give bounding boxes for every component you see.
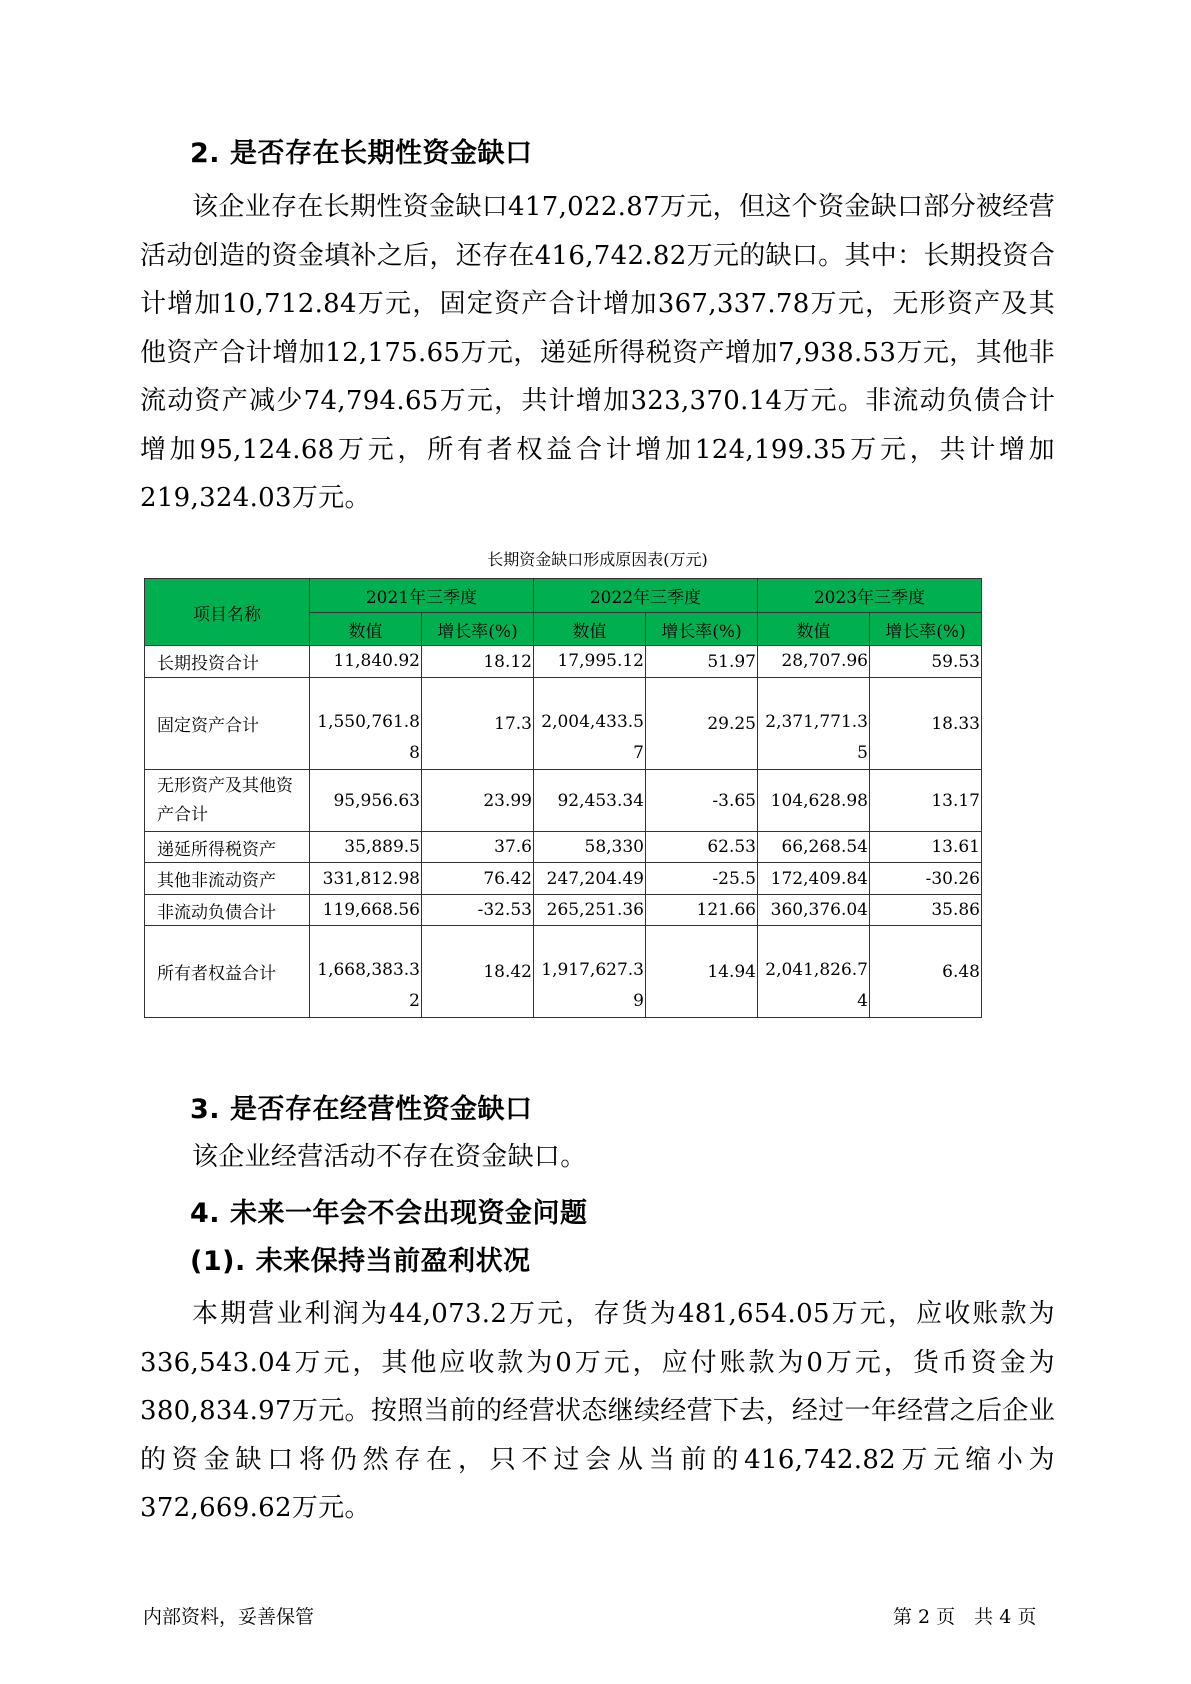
period-header-2022: 2022年三季度 <box>534 579 758 613</box>
item-name-header: 项目名称 <box>145 579 310 646</box>
value-header: 数值 <box>758 613 870 646</box>
cell-growth: 6.48 <box>870 926 982 1018</box>
cell-growth: 13.61 <box>870 832 982 863</box>
section-4-heading: 4. 未来一年会不会出现资金问题 <box>190 1198 588 1229</box>
cell-growth: 29.25 <box>646 678 758 770</box>
cell-value: 2,371,771.35 <box>758 678 870 770</box>
long-term-gap-table <box>144 578 982 1018</box>
period-header-2023: 2023年三季度 <box>758 579 982 613</box>
section-3-paragraph: 该企业经营活动不存在资金缺口。 <box>192 1142 587 1172</box>
footer-confidential-note: 内部资料，妥善保管 <box>143 1606 315 1628</box>
cell-growth: 59.53 <box>870 646 982 678</box>
cell-growth: 17.3 <box>422 678 534 770</box>
cell-growth: 14.94 <box>646 926 758 1018</box>
cell-growth: 23.99 <box>422 770 534 832</box>
section-2-heading: 2. 是否存在长期性资金缺口 <box>190 138 533 169</box>
cell-value: 92,453.34 <box>534 770 646 832</box>
cell-growth: 76.42 <box>422 863 534 895</box>
section-2-paragraph: 该企业存在长期性资金缺口417,022.87万元，但这个资金缺口部分被经营活动创造的资金填补之后，还存在416,742.82万元的缺口。其中：长期投资合计增加10,712.84万元，固定资产合计增加367,337.78万元，无形资产及其他资产合计增加12,175.65万元，递延所得税资产增加7,938.53万元，其他非流动资产减少74,794.65万元，共计增加323,370.14万元。非流动负债合计增加95,124.68万元，所有者权益合计增加124,199.35万元，共计增加219,324.03万元。 <box>140 192 1055 513</box>
cell-growth: 13.17 <box>870 770 982 832</box>
row-label: 非流动负债合计 <box>145 895 310 926</box>
cell-value: 28,707.96 <box>758 646 870 678</box>
row-label: 所有者权益合计 <box>145 926 310 1018</box>
cell-growth: -30.26 <box>870 863 982 895</box>
table-row <box>145 926 982 1018</box>
cell-value: 1,668,383.32 <box>310 926 422 1018</box>
row-label: 无形资产及其他资产合计 <box>145 770 310 832</box>
cell-value: 1,550,761.88 <box>310 678 422 770</box>
row-label: 固定资产合计 <box>145 678 310 770</box>
cell-growth: 35.86 <box>870 895 982 926</box>
cell-value: 11,840.92 <box>310 646 422 678</box>
cell-value: 66,268.54 <box>758 832 870 863</box>
growth-header: 增长率(%) <box>646 613 758 646</box>
cell-value: 1,917,627.39 <box>534 926 646 1018</box>
footer-page-number: 第 2 页 共 4 页 <box>893 1606 1037 1628</box>
cell-value: 2,004,433.57 <box>534 678 646 770</box>
cell-growth: -32.53 <box>422 895 534 926</box>
cell-value: 2,041,826.74 <box>758 926 870 1018</box>
cell-value: 17,995.12 <box>534 646 646 678</box>
growth-header: 增长率(%) <box>870 613 982 646</box>
period-header-2021: 2021年三季度 <box>310 579 534 613</box>
table-row <box>145 646 982 678</box>
cell-growth: -3.65 <box>646 770 758 832</box>
cell-value: 119,668.56 <box>310 895 422 926</box>
cell-growth: 18.12 <box>422 646 534 678</box>
cell-growth: 51.97 <box>646 646 758 678</box>
section-3-heading: 3. 是否存在经营性资金缺口 <box>190 1094 533 1125</box>
table-row <box>145 770 982 832</box>
cell-value: 360,376.04 <box>758 895 870 926</box>
row-label: 递延所得税资产 <box>145 832 310 863</box>
section-4-1-heading: (1). 未来保持当前盈利状况 <box>190 1246 531 1277</box>
table-row <box>145 832 982 863</box>
cell-value: 104,628.98 <box>758 770 870 832</box>
cell-value: 35,889.5 <box>310 832 422 863</box>
cell-growth: 121.66 <box>646 895 758 926</box>
table-caption: 长期资金缺口形成原因表(万元) <box>487 550 708 569</box>
cell-growth: 37.6 <box>422 832 534 863</box>
cell-growth: -25.5 <box>646 863 758 895</box>
row-label: 长期投资合计 <box>145 646 310 678</box>
cell-value: 172,409.84 <box>758 863 870 895</box>
cell-growth: 18.42 <box>422 926 534 1018</box>
cell-value: 331,812.98 <box>310 863 422 895</box>
table-row <box>145 863 982 895</box>
cell-growth: 62.53 <box>646 832 758 863</box>
cell-value: 95,956.63 <box>310 770 422 832</box>
value-header: 数值 <box>534 613 646 646</box>
table-row <box>145 895 982 926</box>
growth-header: 增长率(%) <box>422 613 534 646</box>
cell-growth: 18.33 <box>870 678 982 770</box>
cell-value: 247,204.49 <box>534 863 646 895</box>
cell-value: 58,330 <box>534 832 646 863</box>
section-4-1-paragraph: 本期营业利润为44,073.2万元，存货为481,654.05万元，应收账款为336,543.04万元，其他应收款为0万元，应付账款为0万元，货币资金为380,834.97万元。按照当前的经营状态继续经营下去，经过一年经营之后企业的资金缺口将仍然存在，只不过会从当前的416,742.82万元缩小为372,669.62万元。 <box>140 1299 1055 1523</box>
cell-value: 265,251.36 <box>534 895 646 926</box>
value-header: 数值 <box>310 613 422 646</box>
row-label: 其他非流动资产 <box>145 863 310 895</box>
table-row <box>145 678 982 770</box>
